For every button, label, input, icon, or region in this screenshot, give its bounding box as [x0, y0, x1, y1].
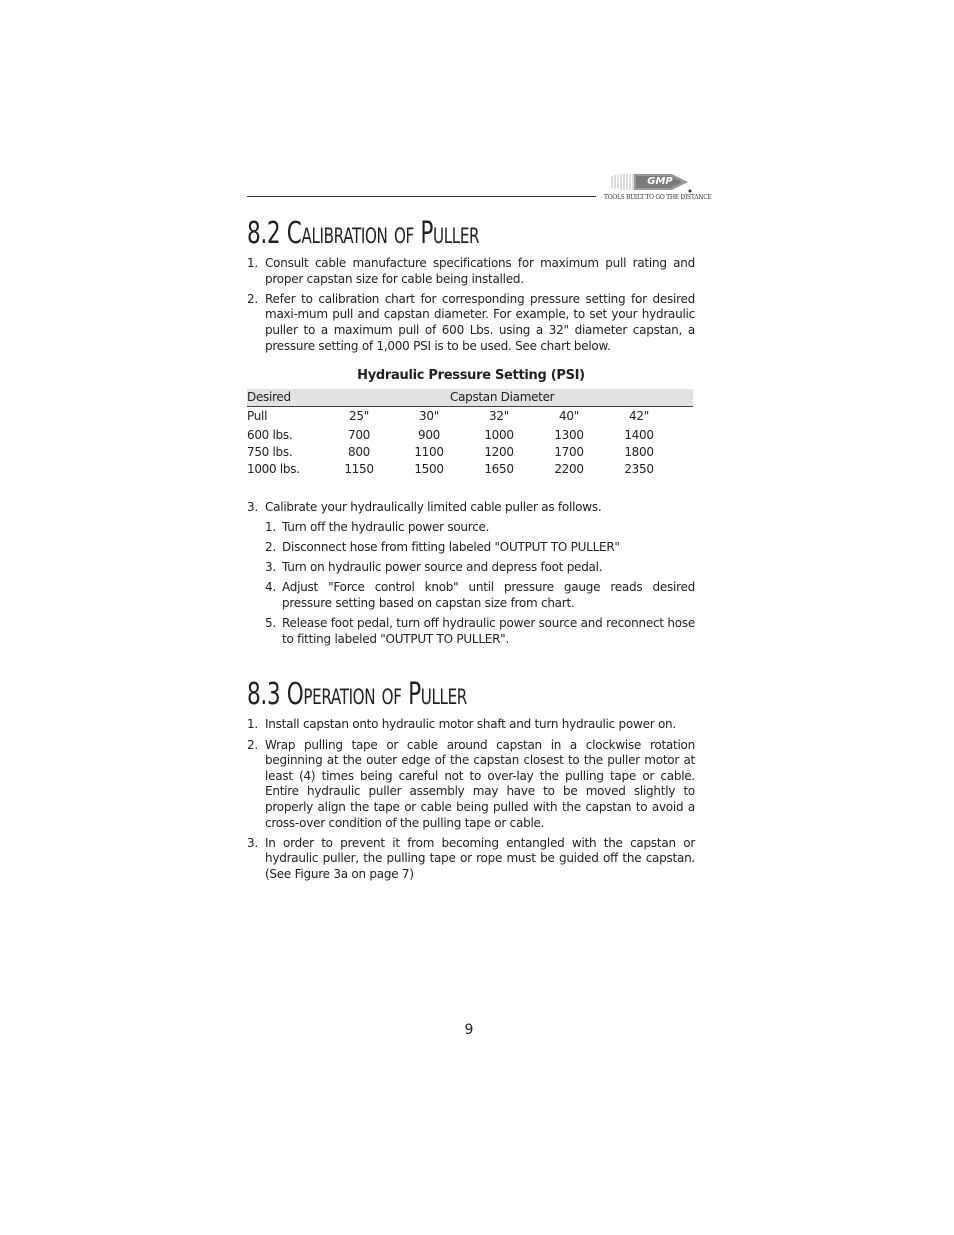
table-cell: 1400 — [624, 427, 654, 442]
list-item — [247, 717, 695, 733]
column-header: 32" — [489, 409, 509, 424]
table-cell: 1150 — [344, 461, 374, 476]
column-header: 30" — [419, 409, 439, 424]
item-text: Turn on hydraulic power source and depress foot pedal. — [282, 560, 603, 575]
item-number: 3. — [265, 560, 276, 575]
operation-steps — [247, 717, 695, 882]
list-item — [265, 560, 695, 576]
item-text: Install capstan onto hydraulic motor shaft and turn hydraulic power on. — [265, 717, 676, 732]
section-title-8-2: 8.2 Calibration of Puller — [247, 216, 480, 251]
table-row — [247, 461, 693, 478]
column-header: 42" — [629, 409, 649, 424]
table-cell: 2200 — [554, 461, 584, 476]
table-cell: 1500 — [414, 461, 444, 476]
calibration-steps-continued — [247, 500, 695, 516]
pressure-table — [247, 389, 693, 478]
table-cell: 900 — [417, 427, 440, 442]
table-cell: 1650 — [484, 461, 514, 476]
section-title-8-3: 8.3 Operation of Puller — [247, 677, 467, 713]
table-cell: 1100 — [414, 444, 444, 459]
table-cell: 1700 — [554, 444, 584, 459]
item-number: 3. — [247, 835, 258, 850]
item-text: Release foot pedal, turn off hydraulic power source and reconnect hose to fitting labeled "OUTPUT TO PULLER". — [282, 616, 695, 646]
item-text: Disconnect hose from fitting labeled "OUTPUT TO PULLER" — [282, 540, 620, 555]
item-number: 4. — [265, 580, 276, 595]
list-item — [247, 836, 695, 883]
item-number: 1. — [247, 717, 258, 732]
table-cell: 1000 — [484, 427, 514, 442]
item-number: 2. — [247, 291, 258, 306]
item-text: Calibrate your hydraulically limited cable puller as follows. — [265, 499, 602, 514]
item-text: In order to prevent it from becoming entangled with the capstan or hydraulic puller, the pulling tape or rope must be guided off the capstan. (See Figure 3a on page 7) — [265, 835, 695, 881]
table-row — [247, 427, 693, 444]
list-item — [247, 256, 695, 287]
page-content — [247, 216, 695, 887]
item-number: 2. — [247, 737, 258, 752]
table-cell: 800 — [347, 444, 370, 459]
item-text: Wrap pulling tape or cable around capstan in a clockwise rotation beginning at the outer edge of the capstan closest to the puller motor at least (4) times being careful not to over-lay the pulling tape or cable. Entire hydraulic puller assembly may have to be moved slightly to properly align the tape or cable being pulled with the capstan to avoid a cross-over condition of the pulling tape or cable. — [265, 737, 695, 830]
calibration-substeps — [265, 520, 695, 648]
item-number: 3. — [247, 499, 258, 514]
list-item — [265, 616, 695, 647]
page-number: 9 — [464, 1022, 474, 1038]
header-rule — [247, 196, 596, 197]
item-text: Consult cable manufacture specifications for maximum pull rating and proper capstan size for cable being installed. — [265, 256, 695, 286]
item-number: 2. — [265, 540, 276, 555]
header-capstan-diameter: Capstan Diameter — [325, 389, 693, 407]
header-desired: Desired — [247, 389, 325, 407]
list-item — [265, 520, 695, 536]
list-item — [247, 738, 695, 832]
item-number: 5. — [265, 616, 276, 631]
list-item — [247, 500, 695, 516]
item-text: Turn off the hydraulic power source. — [282, 519, 490, 534]
row-label: 750 lbs. — [247, 444, 293, 459]
logo-tagline: TOOLS BUILT TO GO THE DISTANCE — [604, 194, 712, 201]
item-text: Refer to calibration chart for corresponding pressure setting for desired maxi-mum pull and capstan diameter. For example, to set your hydraulic puller to a maximum pull of 600 Lbs. using a 32" diameter capstan, a pressure setting of 1,000 PSI is to be used. See chart below. — [265, 291, 695, 353]
table-cell: 700 — [347, 427, 370, 442]
table-cell: 1300 — [554, 427, 584, 442]
table-row — [247, 407, 693, 427]
item-text: Adjust "Force control knob" until pressure gauge reads desired pressure setting based on capstan size from chart. — [282, 580, 695, 610]
logo-text: GMP — [647, 176, 673, 187]
table-row — [247, 444, 693, 461]
table-cell: 1800 — [624, 444, 654, 459]
table-cell: 1200 — [484, 444, 514, 459]
row-label-header: Pull — [247, 409, 268, 424]
table-cell: 2350 — [624, 461, 654, 476]
list-item — [265, 540, 695, 556]
row-label: 1000 lbs. — [247, 461, 300, 476]
calibration-steps — [247, 256, 695, 354]
row-label: 600 lbs. — [247, 427, 293, 442]
column-header: 40" — [559, 409, 579, 424]
table-header-row — [247, 389, 693, 407]
list-item — [265, 580, 695, 611]
item-number: 1. — [247, 256, 258, 270]
list-item — [247, 292, 695, 354]
column-header: 25" — [349, 409, 369, 424]
table-title: Hydraulic Pressure Setting (PSI) — [357, 368, 585, 384]
item-number: 1. — [265, 519, 276, 534]
